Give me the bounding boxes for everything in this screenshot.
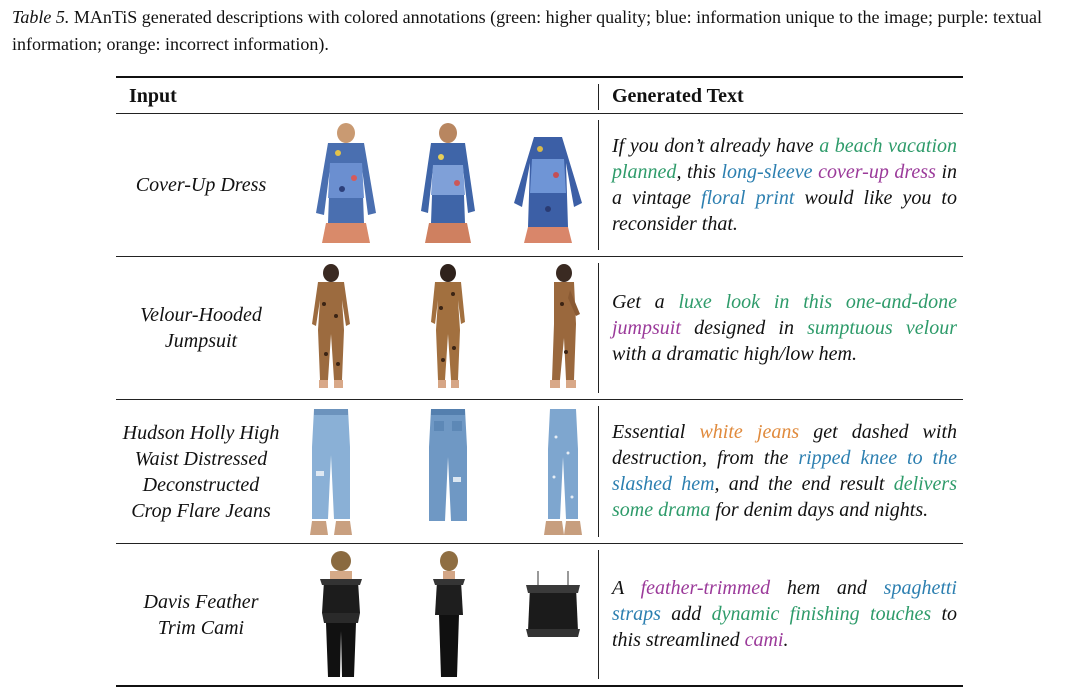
product-name: Davis Feather Trim Cami [143,590,259,639]
product-images [306,122,586,248]
table-row [116,400,963,543]
text-segment: with a dramatic high/low hem. [612,343,857,365]
text-segment: Essential [612,421,700,443]
caption-text: MAnTiS generated descriptions with colored annotations (green: higher quality; blue: information unique to the image; purple: textual information; orange: incorrect information). [12,7,1042,54]
text-segment: Get a [612,291,679,313]
annotation-blue: ripped knee to the slashed hem [612,447,957,495]
annotation-purple: cami [744,629,784,651]
column-divider [598,550,599,679]
column-header-input: Input [129,85,177,107]
jeans-back-image [423,407,473,537]
product-images [306,550,586,680]
annotation-blue: spaghetti straps [612,577,957,625]
text-segment: in a vintage [612,161,958,209]
annotation-purple: feather-trimmed [640,577,771,599]
annotation-green: sumptuous velour [807,317,957,339]
product-name: Hudson Holly High Waist Distressed Deconstructed Crop Flare Jeans [122,421,280,522]
annotation-green: delivers some drama [612,473,957,521]
text-segment: . [783,629,789,651]
text-segment: would like you to reconsider that. [612,187,957,235]
table-top-rule [116,76,963,78]
annotation-blue: long-sleeve [721,161,813,183]
jeans-front-image [306,407,356,537]
jeans-side-image [540,407,586,537]
generated-text [612,289,957,367]
column-divider [598,120,599,250]
text-segment: to this streamlined [612,603,958,651]
product-name: Velour-Hooded Jumpsuit [140,304,262,352]
column-divider [598,263,599,393]
annotation-green: dynamic finishing touches [711,603,932,625]
product-name: Cover-Up Dress [135,174,267,196]
generated-text [612,575,957,653]
annotation-purple: cover-up dress [818,161,936,183]
table-caption [12,4,1074,58]
text-segment: , and the end result [714,473,894,495]
dress-front-image [306,123,386,247]
product-images [306,263,586,393]
jumpsuit-back-image [425,264,471,392]
jumpsuit-front-image [306,264,356,392]
annotation-blue: floral print [701,187,795,209]
annotation-orange: white jeans [699,421,800,443]
annotation-green: a beach vacation planned [612,135,958,183]
text-segment: If you don’t already have [612,135,820,157]
text-segment: add [660,603,712,625]
cami-front-image [306,551,376,679]
text-segment: for denim days and nights. [710,499,929,521]
text-segment: get dashed with destruction, from the [612,421,958,469]
text-segment: designed in [680,317,808,339]
product-images [306,406,586,538]
generated-text [612,419,957,523]
table-row [116,257,963,399]
annotation-green: luxe look in this one-and-done [678,291,957,313]
caption-label: Table 5. [12,7,70,27]
text-segment: , this [676,161,722,183]
cami-flat-image [520,551,586,679]
cami-side-image [423,551,473,679]
column-divider [598,84,599,110]
text-segment: hem and [770,577,884,599]
generated-text [612,133,957,237]
text-segment: A [612,577,641,599]
column-divider [598,406,599,537]
table-row [116,114,963,256]
jumpsuit-side-image [540,264,586,392]
table-bottom-rule [116,685,963,687]
column-header-generated-text: Generated Text [612,85,744,107]
table-row [116,544,963,685]
annotation-purple: jumpsuit [612,317,681,339]
dress-back-image [413,123,483,247]
dress-flat-image [510,123,586,247]
